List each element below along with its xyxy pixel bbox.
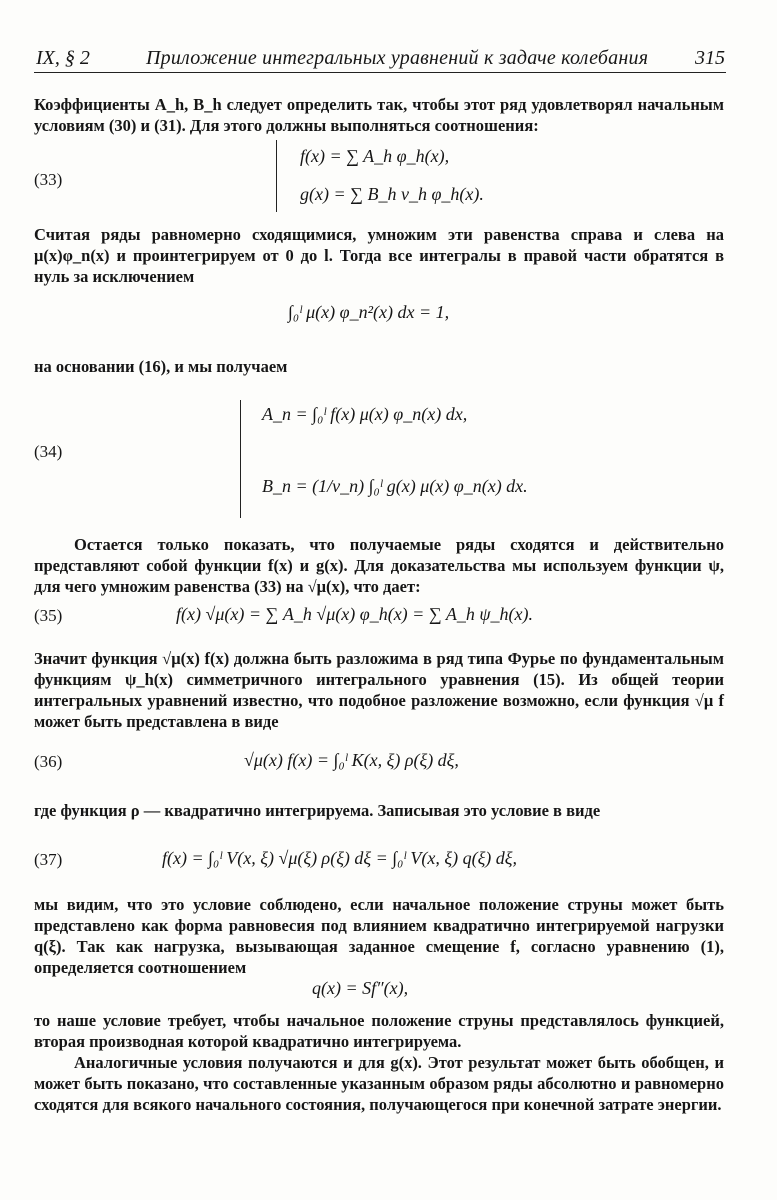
paragraph-7: мы видим, что это условие соблюдено, если начальное положение струны может быть представлено как форма равновесия под влиянием квадратично интегрируемой нагрузки q(ξ). Так как нагрузка, вызывающая заданное смещение f, согласно уравнению (1), определяется соотношением bbox=[34, 895, 724, 977]
paragraph-3: на основании (16), и мы получаем bbox=[34, 357, 288, 376]
eq-33-number: (33) bbox=[34, 170, 63, 189]
eq-33a: f(x) = ∑ A_h φ_h(x), bbox=[300, 146, 450, 166]
normalization-equation: ∫₀ˡ μ(x) φ_n²(x) dx = 1, bbox=[288, 302, 450, 322]
eq-34b: B_n = (1/ν_n) ∫₀ˡ g(x) μ(x) φ_n(x) dx. bbox=[262, 476, 528, 496]
paragraph-6: где функция ρ — квадратично интегрируема. Записывая это условие в виде bbox=[34, 801, 601, 820]
paragraph-5: Значит функция √μ(x) f(x) должна быть разложима в ряд типа Фурье по фундаментальным функциям ψ_h(x) симметричного интегрального уравнения (15). Из общей теории интегральных уравнений известно, что подобное разложение возможно, если функция √μ f может быть представлена в виде bbox=[34, 649, 724, 731]
page-number: 315 bbox=[695, 47, 725, 69]
eq-37: f(x) = ∫₀ˡ V(x, ξ) √μ(ξ) ρ(ξ) dξ = ∫₀ˡ V(x, ξ) q(ξ) dξ, bbox=[162, 848, 517, 868]
paragraph-8: то наше условие требует, чтобы начальное положение струны представлялось функцией, вторая производная которой квадратично интегрируема. bbox=[34, 1011, 724, 1051]
header-rule bbox=[34, 72, 726, 73]
running-title: Приложение интегральных уравнений к задаче колебания bbox=[146, 47, 649, 69]
paragraph-1: Коэффициенты A_h, B_h следует определить так, чтобы этот ряд удовлетворял начальным условиям (30) и (31). Для этого должны выполняться соотношения: bbox=[34, 95, 724, 135]
eq-34-brace bbox=[240, 400, 241, 518]
running-header bbox=[36, 47, 725, 71]
eq-36: √μ(x) f(x) = ∫₀ˡ K(x, ξ) ρ(ξ) dξ, bbox=[244, 750, 459, 770]
eq-34-number: (34) bbox=[34, 442, 63, 461]
eq-36-number: (36) bbox=[34, 752, 63, 771]
paragraph-4: Остается только показать, что получаемые ряды сходятся и действительно представляют собой функции f(x) и g(x). Для доказательства мы используем функции ψ, для чего умножим равенства (33) на √μ(x), что дает: bbox=[34, 535, 724, 596]
paragraph-2: Считая ряды равномерно сходящимися, умножим эти равенства справа и слева на μ(x)φ_n(x) и проинтегрируем от 0 до l. Тогда все интегралы в правой части обратятся в нуль за исключением bbox=[34, 225, 724, 286]
eq-33b: g(x) = ∑ B_h ν_h φ_h(x). bbox=[300, 184, 484, 204]
eq-37-number: (37) bbox=[34, 850, 63, 869]
eq-33-brace bbox=[276, 140, 277, 212]
load-equation: q(x) = Sf″(x), bbox=[312, 978, 409, 998]
eq-35-number: (35) bbox=[34, 606, 63, 625]
eq-34a: A_n = ∫₀ˡ f(x) μ(x) φ_n(x) dx, bbox=[262, 404, 468, 424]
eq-35: f(x) √μ(x) = ∑ A_h √μ(x) φ_h(x) = ∑ A_h ψ_h(x). bbox=[176, 604, 533, 624]
paragraph-9: Аналогичные условия получаются и для g(x). Этот результат может быть обобщен, и может быть показано, что составленные указанным образом ряды абсолютно и равномерно сходятся для всякого начального состояния, получающегося при конечной затрате энергии. bbox=[34, 1053, 724, 1114]
section-number: IX, § 2 bbox=[36, 47, 90, 69]
